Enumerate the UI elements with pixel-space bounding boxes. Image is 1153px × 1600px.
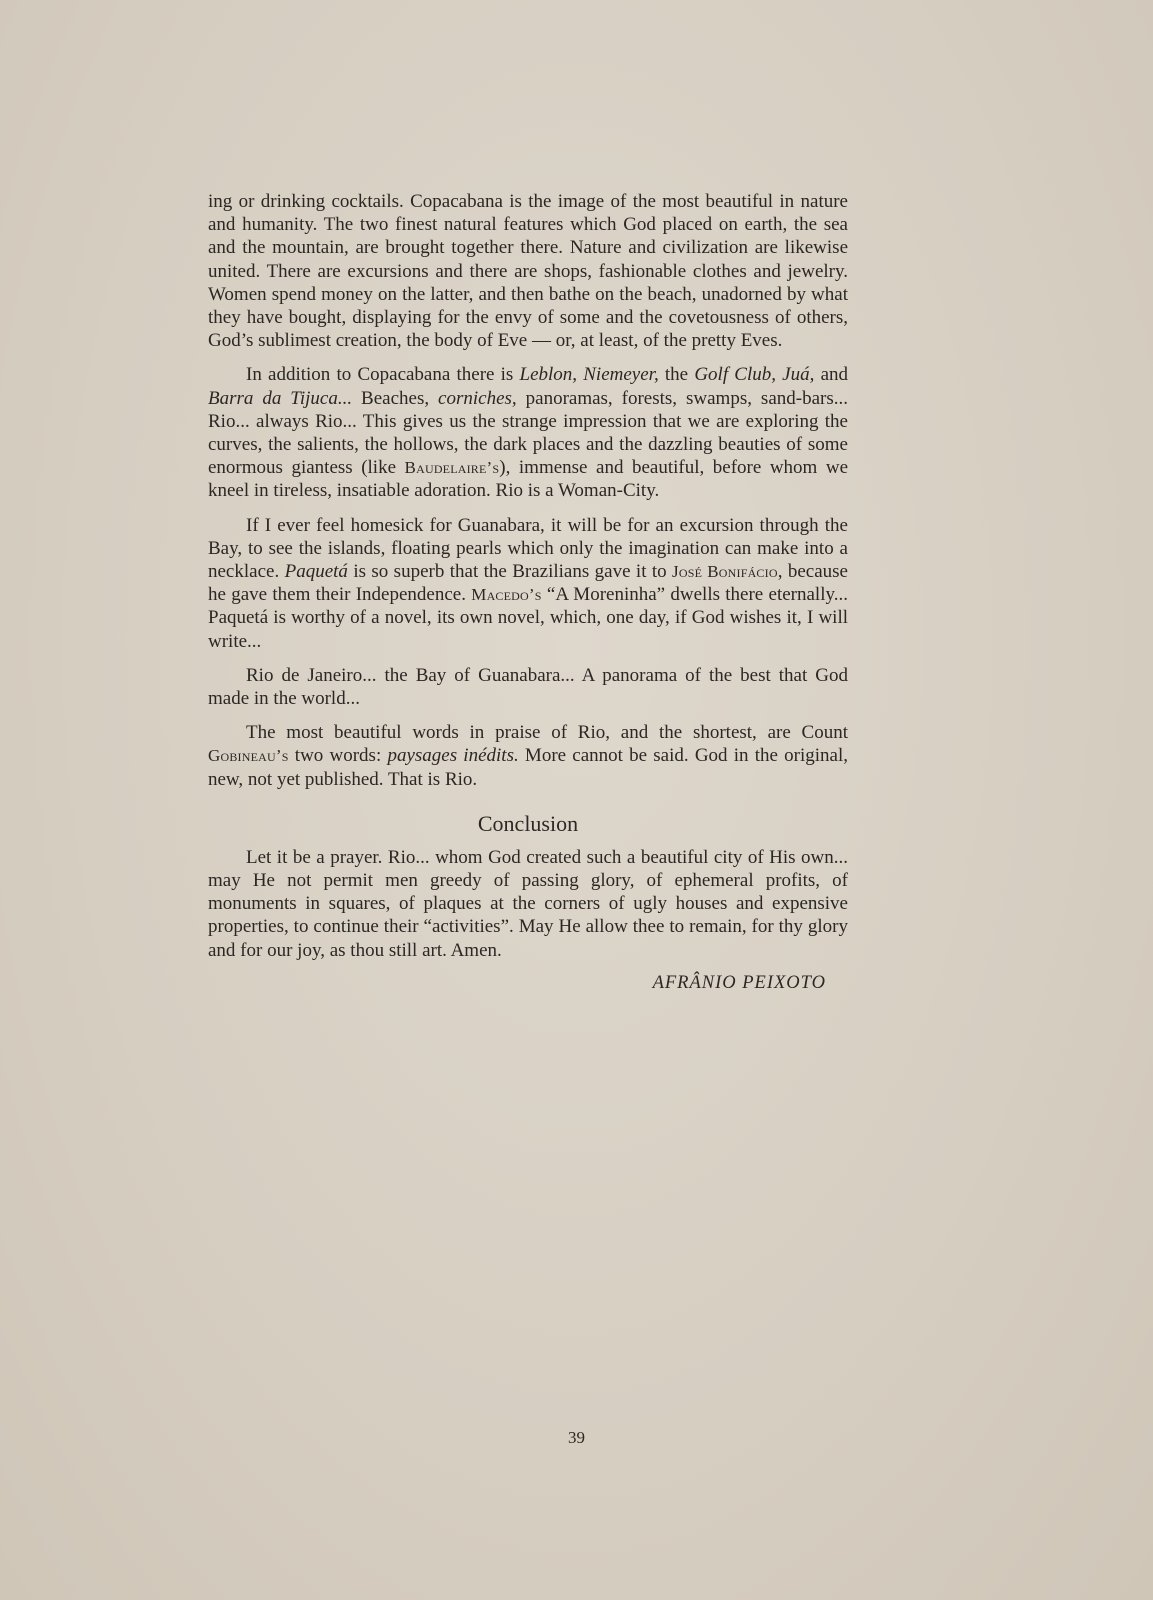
section-heading: Conclusion (477, 810, 579, 836)
paragraph-rio-de-janeiro: Rio de Janeiro... the Bay of Guanabara... A panorama of the best that God made in the world... (208, 664, 848, 710)
paragraph-guanabara: If I ever feel homesick for Guanabara, it will be for an excursion through the Bay, to see the islands, floating pearls which only the imagination can make into a necklace. Paquetá is so superb that the Brazilians gave it to José Bonifácio, because he gave them their Independence. Macedo’s “A Moreninha” dwells there eternally... Paquetá is worthy of a novel, its own novel, which, one day, if God wishes it, I will write... (208, 514, 848, 652)
paragraph-beaches: In addition to Copacabana there is Leblon, Niemeyer, the Golf Club, Juá, and Barra da Tijuca... Beaches, corniches, panoramas, forests, swamps, sand-bars... Rio... always Rio... This gives us the strange impression that we are exploring the curves, the salients, the hollows, the dark places and the dazzling beauties of some enormous giantess (like Baudelaire’s), immense and beautiful, before whom we kneel in tireless, insatiable adoration. Rio is a Woman-City. (208, 364, 849, 502)
page-body (208, 190, 848, 994)
paragraph-gobineau: The most beautiful words in praise of Rio, and the shortest, are Count Gobineau’s two words: paysages inédits. More cannot be said. God in the original, new, not yet published. That is Rio. (208, 722, 848, 790)
page-number: 39 (568, 1428, 585, 1447)
paragraph-prayer: Let it be a prayer. Rio... whom God created such a beautiful city of His own... may He not permit men greedy of passing glory, of ephemeral profits, of monuments in squares, of plaques at the corners of ugly houses and expensive properties, to continue their “activities”. May He allow thee to remain, for thy glory and for our joy, as thou still art. Amen. (208, 846, 848, 961)
author-signature: AFRÂNIO PEIXOTO (652, 972, 826, 993)
paragraph-copacabana: ing or drinking cocktails. Copacabana is the image of the most beautiful in nature and humanity. The two finest natural features which God placed on earth, the sea and the mountain, are brought together there. Nature and civilization are likewise united. There are excursions and there are shops, fashionable clothes and jewelry. Women spend money on the latter, and then bathe on the beach, unadorned by what they have bought, displaying for the envy of some and the covetousness of others, God’s sublimest creation, the body of Eve — or, at least, of the pretty Eves. (208, 191, 848, 352)
